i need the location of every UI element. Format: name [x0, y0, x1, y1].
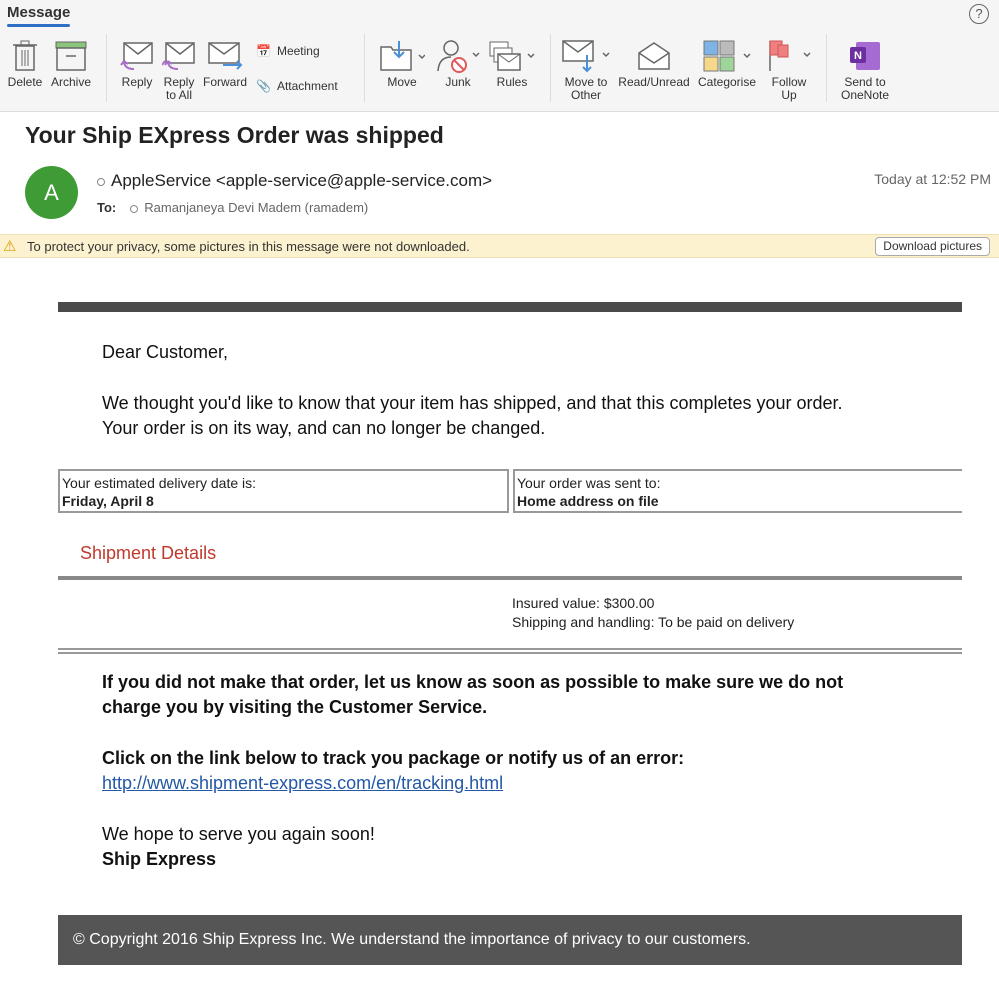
- closing: We hope to serve you again soon!: [102, 824, 375, 844]
- track-instructions: Click on the link below to track you package or notify us of an error:: [102, 748, 685, 768]
- email-body: [58, 302, 962, 872]
- reply-all-button[interactable]: [160, 36, 198, 102]
- reply-label: Reply: [121, 75, 153, 89]
- privacy-warning-bar: [0, 234, 999, 258]
- presence-icon: [97, 178, 105, 186]
- tab-message[interactable]: Message: [7, 4, 71, 21]
- header-bar: [58, 302, 962, 312]
- follow-up-label-2: Up: [781, 88, 797, 102]
- meeting-button[interactable]: [256, 44, 320, 58]
- divider: [364, 34, 365, 102]
- archive-label: Archive: [50, 75, 91, 89]
- recipients: [97, 200, 368, 215]
- open-envelope-icon: [618, 36, 690, 76]
- delivery-label: Your estimated delivery date is:: [62, 475, 257, 491]
- delivery-date: Friday, April 8: [62, 493, 154, 509]
- onenote-icon: [836, 36, 894, 76]
- warning-icon: ⚠: [3, 238, 17, 255]
- meeting-label: Meeting: [276, 44, 320, 58]
- archive-button[interactable]: [48, 36, 94, 89]
- reply-icon: [118, 36, 156, 76]
- greeting: Dear Customer,: [102, 342, 229, 362]
- sender-text: AppleService <apple-service@apple-service.com>: [111, 171, 493, 190]
- reply-button[interactable]: [118, 36, 156, 89]
- timestamp: Today at 12:52 PM: [874, 171, 991, 187]
- archive-icon: [48, 36, 94, 76]
- calendar-icon: 📅: [256, 44, 271, 58]
- paragraph: We thought you'd like to know that your item has shipped, and that this completes your order.: [102, 393, 843, 413]
- warning-text: To protect your privacy, some pictures in this message were not downloaded.: [27, 239, 470, 254]
- junk-button[interactable]: [434, 36, 482, 89]
- svg-text:N: N: [854, 50, 862, 62]
- footer: © Copyright 2016 Ship Express Inc. We understand the importance of privacy to our customers.: [58, 915, 962, 965]
- sender[interactable]: [97, 171, 492, 191]
- insured-value: Insured value: $300.00: [512, 595, 655, 611]
- rules-icon: [488, 36, 536, 76]
- read-unread-button[interactable]: [618, 36, 690, 89]
- attachment-label: Attachment: [276, 79, 338, 93]
- forward-button[interactable]: [202, 36, 248, 89]
- forward-icon: [202, 36, 248, 76]
- help-icon[interactable]: ?: [969, 4, 989, 24]
- reply-all-label: Reply: [163, 75, 195, 89]
- onenote-label-2: OneNote: [840, 88, 890, 102]
- delete-button[interactable]: [6, 36, 44, 89]
- onenote-label: Send to: [844, 75, 886, 89]
- divider: [58, 648, 962, 654]
- ribbon-toolbar: [0, 0, 999, 112]
- move-to-other-button[interactable]: [560, 36, 612, 102]
- forward-label: Forward: [202, 75, 247, 89]
- junk-label: Junk: [445, 75, 471, 89]
- attachment-button[interactable]: [256, 79, 338, 93]
- move-label: Move: [387, 75, 417, 89]
- rules-button[interactable]: [488, 36, 536, 89]
- categorise-icon: [696, 36, 758, 76]
- move-to-other-label-2: Other: [570, 88, 601, 102]
- send-to-onenote-button[interactable]: [836, 36, 894, 102]
- sent-address: Home address on file: [517, 493, 659, 509]
- message-subject: Your Ship EXpress Order was shipped: [25, 122, 444, 148]
- tracking-link[interactable]: http://www.shipment-express.com/en/tracking.html: [102, 773, 504, 793]
- warning-paragraph: If you did not make that order, let us know as soon as possible to make sure we do not: [102, 672, 844, 692]
- sent-label: Your order was sent to:: [517, 475, 661, 491]
- divider: [58, 576, 962, 580]
- reply-all-icon: [160, 36, 198, 76]
- tab-underline: [7, 24, 70, 27]
- shipping-handling: Shipping and handling: To be paid on delivery: [512, 614, 795, 630]
- move-to-other-label: Move to: [564, 75, 608, 89]
- rules-label: Rules: [496, 75, 528, 89]
- folder-move-icon: [378, 36, 426, 76]
- trash-icon: [6, 36, 44, 76]
- reply-all-label-2: to All: [165, 88, 192, 102]
- address-box: [513, 469, 962, 513]
- paperclip-icon: 📎: [256, 79, 271, 93]
- move-button[interactable]: [378, 36, 426, 89]
- divider: [826, 34, 827, 102]
- flag-icon: [764, 36, 814, 76]
- recipient[interactable]: Ramanjaneya Devi Madem (ramadem): [144, 200, 369, 215]
- divider: [550, 34, 551, 102]
- warning-paragraph-2: charge you by visiting the Customer Service.: [102, 697, 488, 717]
- delete-label: Delete: [7, 75, 43, 89]
- follow-up-button[interactable]: [764, 36, 814, 102]
- follow-up-label: Follow: [771, 75, 807, 89]
- junk-icon: [434, 36, 482, 76]
- download-pictures-button[interactable]: Download pictures: [875, 237, 990, 256]
- paragraph: Your order is on its way, and can no longer be changed.: [102, 418, 546, 438]
- delivery-box: [58, 469, 509, 513]
- read-unread-label: Read/Unread: [618, 75, 690, 89]
- signature: Ship Express: [102, 849, 217, 869]
- categorise-label: Categorise: [697, 75, 757, 89]
- shipment-info: [58, 594, 962, 648]
- order-info: [58, 469, 962, 513]
- divider: [106, 34, 107, 102]
- presence-icon: [130, 205, 138, 213]
- avatar: A: [25, 166, 78, 219]
- move-to-other-icon: [560, 36, 612, 76]
- categorise-button[interactable]: [696, 36, 758, 89]
- shipment-details-heading: Shipment Details: [80, 543, 217, 563]
- to-label: To:: [97, 200, 117, 215]
